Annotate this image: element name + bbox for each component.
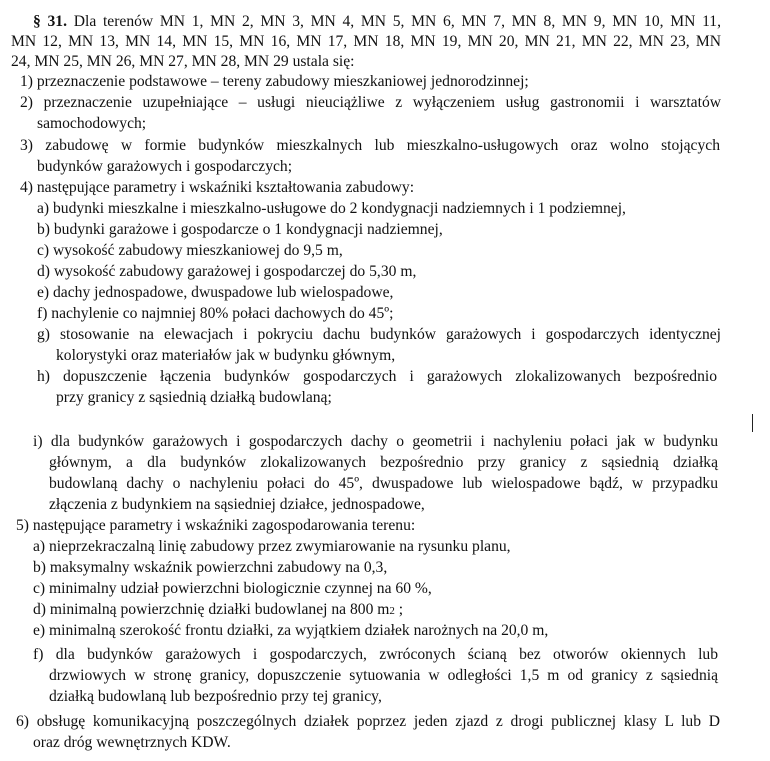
item-2-line-2: samochodowych; [37, 115, 147, 132]
section-intro-text-1: Dla terenów MN 1, MN 2, MN 3, MN 4, MN 5, MN 6, MN 7, MN 8, MN 9, MN 10, MN 11, [73, 13, 721, 30]
section-intro-line-1 [33, 12, 721, 32]
section-intro-line-3: 24, MN 25, MN 26, MN 27, MN 28, MN 29 ustala się: [11, 53, 355, 70]
item-4h-line-2: przy granicy z sąsiednią działką budowlaną; [56, 389, 332, 406]
item-4i-line-3: budowlaną dachy o nachyleniu połaci do 45º, dwuspadowe lub wielospadowe bądź, w przypadku [49, 475, 718, 492]
item-5f-line-2: drzwiowych w stronę granicy, dopuszczenie sytuowania w odległości 1,5 m od granicy z sąsiednią [49, 667, 718, 684]
item-4a: a) budynki mieszkalne i mieszkalno-usługowe do 2 kondygnacji nadziemnych i 1 podziemnej, [37, 200, 626, 217]
item-5: 5) następujące parametry i wskaźniki zagospodarowania terenu: [16, 517, 416, 534]
item-3-line-2: budynków garażowych i gospodarczych; [37, 158, 293, 175]
item-5d [33, 600, 403, 620]
item-4e: e) dachy jednospadowe, dwuspadowe lub wielospadowe, [37, 284, 394, 301]
item-6-line-2: oraz dróg wewnętrznych KDW. [33, 734, 231, 751]
item-5f-line-3: działką budowlaną lub bezpośrednio przy tej granicy, [49, 688, 382, 705]
item-2-line-1: 2) przeznaczenie uzupełniające – usługi nieuciążliwe z wyłączeniem usług gastronomii i warsztatów [20, 94, 721, 111]
item-4: 4) następujące parametry i wskaźniki kształtowania zabudowy: [20, 179, 415, 196]
item-4f: f) nachylenie co najmniej 80% połaci dachowych do 45º; [37, 305, 394, 322]
section-intro-line-2: MN 12, MN 13, MN 14, MN 15, MN 16, MN 17, MN 18, MN 19, MN 20, MN 21, MN 22, MN 23, MN [11, 33, 721, 50]
item-4g-line-1: g) stosowanie na elewacjach i pokryciu dachu budynków garażowych i gospodarczych identycznej [37, 326, 721, 343]
item-5c: c) minimalny udział powierzchni biologicznie czynnej na 60 %, [33, 580, 432, 597]
item-4g-line-2: kolorystyki oraz materiałów jak w budynku głównym, [56, 347, 396, 364]
item-5a: a) nieprzekraczalną linię zabudowy przez zwymiarowanie na rysunku planu, [33, 538, 511, 555]
item-4h-line-1: h) dopuszczenie łączenia budynków gospodarczych i garażowych zlokalizowanych bezpośrednio [37, 368, 717, 385]
item-4i-line-1: i) dla budynków garażowych i gospodarczych dachy o geometrii i nachyleniu połaci jak w budynku [33, 433, 718, 450]
item-5d-text: d) minimalną powierzchnię działki budowlanej na 800 m [33, 601, 390, 618]
item-5f-line-1: f) dla budynków garażowych i gospodarczych, zwróconych ścianą bez otworów okiennych lub [33, 646, 718, 663]
item-4i-line-2: głównym, a dla budynków zlokalizowanych bezpośrednio przy granicy z sąsiednią działką [49, 454, 718, 471]
item-5d-end: ; [394, 601, 404, 618]
item-5b: b) maksymalny wskaźnik powierzchni zabudowy na 0,3, [33, 559, 388, 576]
item-4b: b) budynki garażowe i gospodarcze o 1 kondygnacji nadziemnej, [37, 221, 443, 238]
item-3-line-1: 3) zabudowę w formie budynków mieszkalnych lub mieszkalno-usługowych oraz wolno stojących [20, 137, 720, 154]
item-4c: c) wysokość zabudowy mieszkaniowej do 9,5 m, [37, 242, 343, 259]
item-4i-line-4: złączenia z budynkiem na sąsiedniej działce, jednospadowe, [49, 496, 425, 513]
item-5d-unit: 2 [389, 605, 395, 617]
item-6-line-1: 6) obsługę komunikacyjną poszczególnych działek poprzez jeden zjazd z drogi publicznej klasy L lub D [16, 713, 720, 730]
item-5e: e) minimalną szerokość frontu działki, za wyjątkiem działek narożnych na 20,0 m, [33, 622, 549, 639]
item-4d: d) wysokość zabudowy garażowej i gospodarczej do 5,30 m, [37, 263, 417, 280]
section-number: § 31. [33, 13, 68, 30]
text-cursor [752, 414, 753, 432]
item-1: 1) przeznaczenie podstawowe – tereny zabudowy mieszkaniowej jednorodzinnej; [20, 73, 529, 90]
